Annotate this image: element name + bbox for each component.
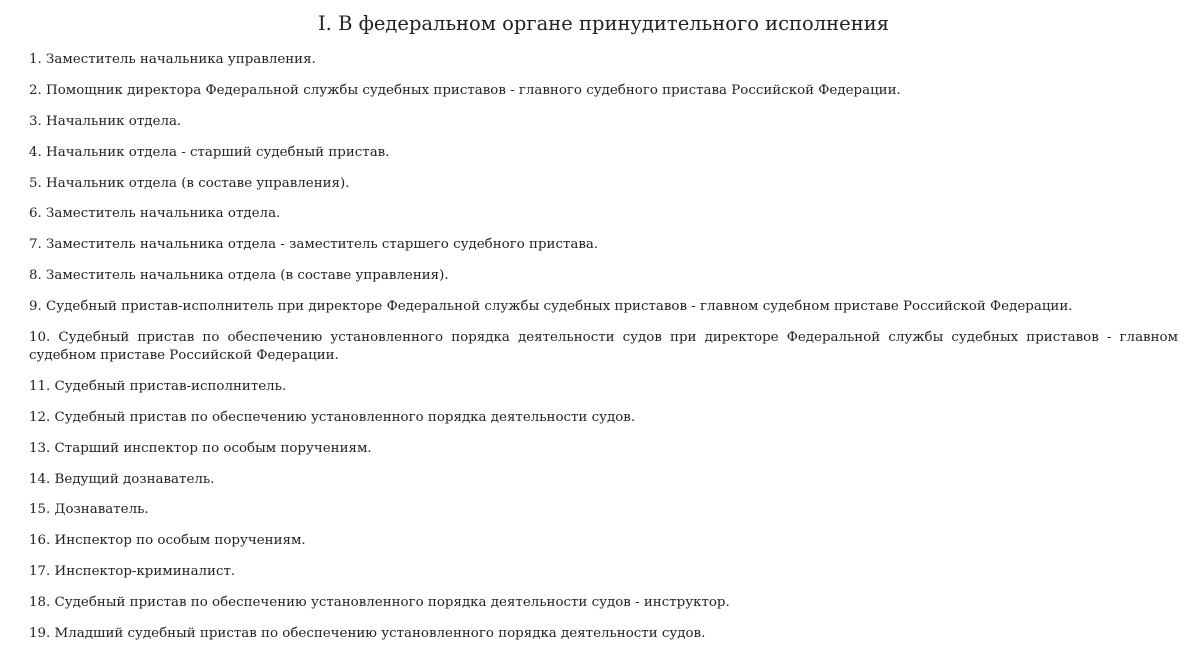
list-item: 6. Заместитель начальника отдела. [29,206,281,222]
section-title: I. В федеральном органе принудительного исполнения [317,12,890,35]
list-item: 15. Дознаватель. [29,502,149,518]
list-item: 4. Начальник отдела - старший судебный пристав. [29,144,390,160]
list-item: 13. Старший инспектор по особым поручениям. [29,440,372,456]
list-item: 12. Судебный пристав по обеспечению установленного порядка деятельности судов. [29,409,636,425]
list-item: 1. Заместитель начальника управления. [29,52,316,67]
list-item: 10. Судебный пристав по обеспечению установленного порядка деятельности судов при директоре Федеральной службы судебных приставов - главном судебном приставе Российской Федерации. [29,330,1178,364]
list-item: 7. Заместитель начальника отдела - заместитель старшего судебного пристава. [29,237,599,253]
list-item: 8. Заместитель начальника отдела (в составе управления). [29,268,449,284]
list-item: 2. Помощник директора Федеральной службы судебных приставов - главного судебного пристава Российской Федерации. [29,82,901,98]
list-item: 5. Начальник отдела (в составе управления). [29,175,350,191]
list-item: 18. Судебный пристав по обеспечению установленного порядка деятельности судов - инструктор. [29,595,730,611]
list-item: 19. Младший судебный пристав по обеспечению установленного порядка деятельности судов. [29,626,706,642]
list-item: 16. Инспектор по особым поручениям. [29,533,306,549]
list-item: 9. Судебный пристав-исполнитель при директоре Федеральной службы судебных приставов - главном судебном приставе Российской Федерации. [29,299,1073,315]
list-item: 17. Инспектор-криминалист. [29,564,236,580]
list-item: 14. Ведущий дознаватель. [29,471,215,487]
list-item: 3. Начальник отдела. [29,113,182,129]
position-list [29,51,1178,643]
list-item: 11. Судебный пристав-исполнитель. [29,378,287,394]
